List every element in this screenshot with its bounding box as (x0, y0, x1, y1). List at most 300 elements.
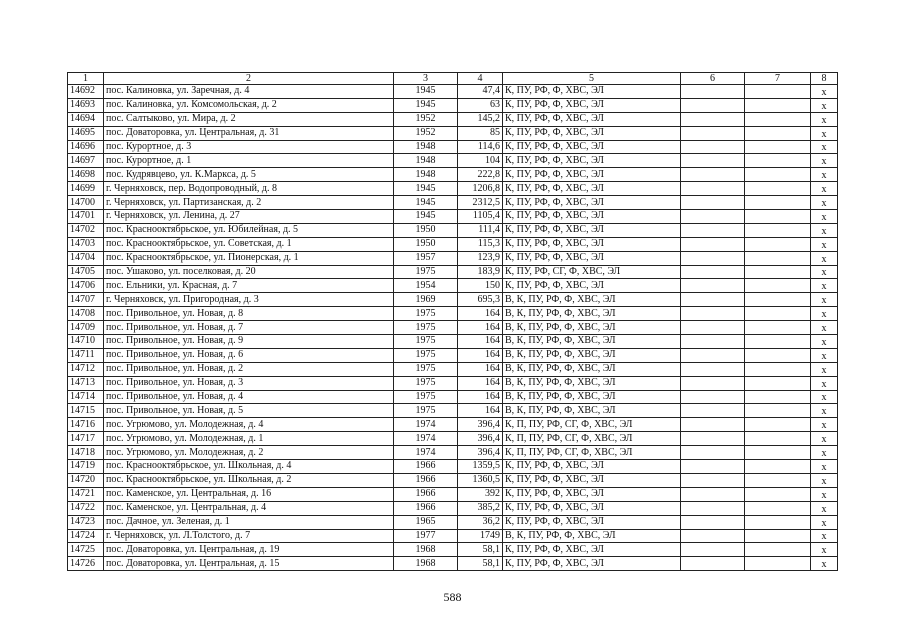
utilities-cell: В, К, ПУ, РФ, Ф, ХВС, ЭЛ (503, 307, 681, 321)
record-number: 14692 (68, 85, 104, 99)
record-number: 14700 (68, 196, 104, 210)
year-cell: 1950 (394, 237, 458, 251)
address-cell: пос. Кудрявцево, ул. К.Маркса, д. 5 (104, 168, 394, 182)
column-7-cell (745, 335, 811, 349)
mark-cell: x (811, 473, 838, 487)
table-row (68, 335, 838, 349)
mark-cell: x (811, 126, 838, 140)
utilities-cell: К, ПУ, РФ, Ф, ХВС, ЭЛ (503, 543, 681, 557)
record-number: 14717 (68, 432, 104, 446)
area-cell: 1359,5 (458, 460, 503, 474)
utilities-cell: К, ПУ, РФ, Ф, ХВС, ЭЛ (503, 126, 681, 140)
column-7-cell (745, 501, 811, 515)
year-cell: 1975 (394, 376, 458, 390)
record-number: 14722 (68, 501, 104, 515)
table-row (68, 557, 838, 571)
address-cell: пос. Привольное, ул. Новая, д. 8 (104, 307, 394, 321)
column-6-cell (681, 557, 745, 571)
table-row (68, 487, 838, 501)
column-7-cell (745, 196, 811, 210)
record-number: 14704 (68, 251, 104, 265)
area-cell: 164 (458, 362, 503, 376)
column-7-cell (745, 154, 811, 168)
column-7-cell (745, 182, 811, 196)
utilities-cell: К, ПУ, РФ, Ф, ХВС, ЭЛ (503, 223, 681, 237)
table-row (68, 182, 838, 196)
column-6-cell (681, 210, 745, 224)
area-cell: 104 (458, 154, 503, 168)
utilities-cell: К, ПУ, РФ, Ф, ХВС, ЭЛ (503, 154, 681, 168)
address-cell: пос. Калиновка, ул. Заречная, д. 4 (104, 85, 394, 99)
mark-cell: x (811, 348, 838, 362)
year-cell: 1969 (394, 293, 458, 307)
area-cell: 47,4 (458, 85, 503, 99)
column-6-cell (681, 223, 745, 237)
header-cell: 5 (503, 73, 681, 85)
header-cell: 4 (458, 73, 503, 85)
utilities-cell: В, К, ПУ, РФ, Ф, ХВС, ЭЛ (503, 321, 681, 335)
record-number: 14698 (68, 168, 104, 182)
column-7-cell (745, 85, 811, 99)
record-number: 14709 (68, 321, 104, 335)
column-6-cell (681, 126, 745, 140)
column-7-cell (745, 348, 811, 362)
record-number: 14716 (68, 418, 104, 432)
area-cell: 1206,8 (458, 182, 503, 196)
year-cell: 1975 (394, 335, 458, 349)
record-number: 14724 (68, 529, 104, 543)
mark-cell: x (811, 112, 838, 126)
address-cell: пос. Калиновка, ул. Комсомольская, д. 2 (104, 98, 394, 112)
column-6-cell (681, 432, 745, 446)
address-cell: пос. Каменское, ул. Центральная, д. 16 (104, 487, 394, 501)
area-cell: 123,9 (458, 251, 503, 265)
column-6-cell (681, 501, 745, 515)
year-cell: 1975 (394, 362, 458, 376)
area-cell: 150 (458, 279, 503, 293)
table-body (68, 85, 838, 571)
column-7-cell (745, 223, 811, 237)
table-row (68, 321, 838, 335)
area-cell: 2312,5 (458, 196, 503, 210)
record-number: 14697 (68, 154, 104, 168)
column-6-cell (681, 376, 745, 390)
address-cell: г. Черняховск, ул. Пригородная, д. 3 (104, 293, 394, 307)
column-6-cell (681, 182, 745, 196)
year-cell: 1950 (394, 223, 458, 237)
area-cell: 222,8 (458, 168, 503, 182)
mark-cell: x (811, 487, 838, 501)
mark-cell: x (811, 265, 838, 279)
mark-cell: x (811, 293, 838, 307)
area-cell: 145,2 (458, 112, 503, 126)
utilities-cell: К, П, ПУ, РФ, СГ, Ф, ХВС, ЭЛ (503, 432, 681, 446)
table-row (68, 446, 838, 460)
record-number: 14710 (68, 335, 104, 349)
address-cell: пос. Краснооктябрьское, ул. Юбилейная, д. 5 (104, 223, 394, 237)
address-cell: пос. Краснооктябрьское, ул. Школьная, д. 2 (104, 473, 394, 487)
column-6-cell (681, 473, 745, 487)
address-cell: пос. Привольное, ул. Новая, д. 5 (104, 404, 394, 418)
year-cell: 1968 (394, 557, 458, 571)
year-cell: 1965 (394, 515, 458, 529)
table-row (68, 210, 838, 224)
table-row (68, 473, 838, 487)
address-cell: пос. Краснооктябрьское, ул. Советская, д. 1 (104, 237, 394, 251)
table-row (68, 98, 838, 112)
utilities-cell: К, ПУ, РФ, Ф, ХВС, ЭЛ (503, 210, 681, 224)
record-number: 14705 (68, 265, 104, 279)
table-row (68, 168, 838, 182)
area-cell: 183,9 (458, 265, 503, 279)
year-cell: 1966 (394, 487, 458, 501)
column-7-cell (745, 307, 811, 321)
record-number: 14693 (68, 98, 104, 112)
column-7-cell (745, 557, 811, 571)
mark-cell: x (811, 543, 838, 557)
utilities-cell: К, ПУ, РФ, Ф, ХВС, ЭЛ (503, 237, 681, 251)
address-cell: г. Черняховск, ул. Партизанская, д. 2 (104, 196, 394, 210)
table-row (68, 265, 838, 279)
address-cell: пос. Угрюмово, ул. Молодежная, д. 4 (104, 418, 394, 432)
utilities-cell: К, ПУ, РФ, Ф, ХВС, ЭЛ (503, 182, 681, 196)
area-cell: 1749 (458, 529, 503, 543)
header-cell: 7 (745, 73, 811, 85)
mark-cell: x (811, 362, 838, 376)
table-row (68, 196, 838, 210)
column-7-cell (745, 432, 811, 446)
area-cell: 164 (458, 321, 503, 335)
table-row (68, 390, 838, 404)
column-7-cell (745, 98, 811, 112)
area-cell: 164 (458, 335, 503, 349)
area-cell: 164 (458, 404, 503, 418)
year-cell: 1966 (394, 501, 458, 515)
area-cell: 695,3 (458, 293, 503, 307)
utilities-cell: К, ПУ, РФ, Ф, ХВС, ЭЛ (503, 501, 681, 515)
utilities-cell: К, П, ПУ, РФ, СГ, Ф, ХВС, ЭЛ (503, 418, 681, 432)
column-7-cell (745, 210, 811, 224)
column-7-cell (745, 140, 811, 154)
column-6-cell (681, 404, 745, 418)
address-cell: пос. Привольное, ул. Новая, д. 4 (104, 390, 394, 404)
utilities-cell: К, ПУ, РФ, Ф, ХВС, ЭЛ (503, 251, 681, 265)
utilities-cell: К, ПУ, РФ, Ф, ХВС, ЭЛ (503, 140, 681, 154)
column-7-cell (745, 112, 811, 126)
table-row (68, 418, 838, 432)
address-cell: пос. Салтыково, ул. Мира, д. 2 (104, 112, 394, 126)
column-6-cell (681, 168, 745, 182)
mark-cell: x (811, 210, 838, 224)
utilities-cell: К, ПУ, РФ, Ф, ХВС, ЭЛ (503, 98, 681, 112)
column-7-cell (745, 376, 811, 390)
column-6-cell (681, 487, 745, 501)
record-number: 14696 (68, 140, 104, 154)
area-cell: 114,6 (458, 140, 503, 154)
mark-cell: x (811, 168, 838, 182)
address-cell: пос. Курортное, д. 1 (104, 154, 394, 168)
address-cell: пос. Каменское, ул. Центральная, д. 4 (104, 501, 394, 515)
year-cell: 1945 (394, 182, 458, 196)
column-6-cell (681, 251, 745, 265)
utilities-cell: В, К, ПУ, РФ, Ф, ХВС, ЭЛ (503, 390, 681, 404)
column-7-cell (745, 460, 811, 474)
year-cell: 1974 (394, 446, 458, 460)
area-cell: 85 (458, 126, 503, 140)
area-cell: 1105,4 (458, 210, 503, 224)
area-cell: 396,4 (458, 432, 503, 446)
record-number: 14720 (68, 473, 104, 487)
mark-cell: x (811, 418, 838, 432)
column-7-cell (745, 473, 811, 487)
table-row (68, 432, 838, 446)
area-cell: 115,3 (458, 237, 503, 251)
table-row (68, 293, 838, 307)
record-number: 14719 (68, 460, 104, 474)
mark-cell: x (811, 515, 838, 529)
record-number: 14712 (68, 362, 104, 376)
area-cell: 164 (458, 348, 503, 362)
address-cell: пос. Угрюмово, ул. Молодежная, д. 2 (104, 446, 394, 460)
year-cell: 1975 (394, 307, 458, 321)
year-cell: 1975 (394, 321, 458, 335)
column-6-cell (681, 293, 745, 307)
year-cell: 1952 (394, 126, 458, 140)
table-row (68, 362, 838, 376)
mark-cell: x (811, 390, 838, 404)
table-row (68, 543, 838, 557)
record-number: 14703 (68, 237, 104, 251)
header-cell: 8 (811, 73, 838, 85)
column-7-cell (745, 126, 811, 140)
record-number: 14695 (68, 126, 104, 140)
area-cell: 164 (458, 390, 503, 404)
area-cell: 385,2 (458, 501, 503, 515)
table-row (68, 348, 838, 362)
column-6-cell (681, 529, 745, 543)
year-cell: 1974 (394, 432, 458, 446)
table-row (68, 279, 838, 293)
address-cell: пос. Ельники, ул. Красная, д. 7 (104, 279, 394, 293)
year-cell: 1948 (394, 168, 458, 182)
column-7-cell (745, 418, 811, 432)
mark-cell: x (811, 251, 838, 265)
year-cell: 1975 (394, 404, 458, 418)
column-7-cell (745, 543, 811, 557)
column-6-cell (681, 265, 745, 279)
utilities-cell: В, К, ПУ, РФ, Ф, ХВС, ЭЛ (503, 529, 681, 543)
address-cell: пос. Краснооктябрьское, ул. Школьная, д. 4 (104, 460, 394, 474)
utilities-cell: К, ПУ, РФ, Ф, ХВС, ЭЛ (503, 515, 681, 529)
area-cell: 63 (458, 98, 503, 112)
record-number: 14694 (68, 112, 104, 126)
column-7-cell (745, 251, 811, 265)
table-row (68, 223, 838, 237)
table-row (68, 126, 838, 140)
year-cell: 1974 (394, 418, 458, 432)
mark-cell: x (811, 460, 838, 474)
column-6-cell (681, 418, 745, 432)
column-7-cell (745, 293, 811, 307)
table-row (68, 376, 838, 390)
record-number: 14714 (68, 390, 104, 404)
column-7-cell (745, 237, 811, 251)
record-number: 14713 (68, 376, 104, 390)
mark-cell: x (811, 98, 838, 112)
address-cell: пос. Привольное, ул. Новая, д. 2 (104, 362, 394, 376)
column-7-cell (745, 362, 811, 376)
column-7-cell (745, 446, 811, 460)
table-row (68, 404, 838, 418)
mark-cell: x (811, 557, 838, 571)
utilities-cell: В, К, ПУ, РФ, Ф, ХВС, ЭЛ (503, 293, 681, 307)
utilities-cell: К, ПУ, РФ, Ф, ХВС, ЭЛ (503, 85, 681, 99)
area-cell: 164 (458, 307, 503, 321)
utilities-cell: К, ПУ, РФ, Ф, ХВС, ЭЛ (503, 168, 681, 182)
address-cell: пос. Доваторовка, ул. Центральная, д. 19 (104, 543, 394, 557)
column-7-cell (745, 515, 811, 529)
header-cell: 1 (68, 73, 104, 85)
utilities-cell: К, П, ПУ, РФ, СГ, Ф, ХВС, ЭЛ (503, 446, 681, 460)
area-cell: 396,4 (458, 446, 503, 460)
area-cell: 111,4 (458, 223, 503, 237)
year-cell: 1968 (394, 543, 458, 557)
column-6-cell (681, 140, 745, 154)
utilities-cell: К, ПУ, РФ, Ф, ХВС, ЭЛ (503, 487, 681, 501)
record-number: 14725 (68, 543, 104, 557)
record-number: 14721 (68, 487, 104, 501)
utilities-cell: В, К, ПУ, РФ, Ф, ХВС, ЭЛ (503, 404, 681, 418)
mark-cell: x (811, 140, 838, 154)
record-number: 14707 (68, 293, 104, 307)
table-row (68, 307, 838, 321)
utilities-cell: К, ПУ, РФ, Ф, ХВС, ЭЛ (503, 473, 681, 487)
year-cell: 1952 (394, 112, 458, 126)
column-6-cell (681, 279, 745, 293)
utilities-cell: В, К, ПУ, РФ, Ф, ХВС, ЭЛ (503, 376, 681, 390)
address-cell: пос. Привольное, ул. Новая, д. 7 (104, 321, 394, 335)
table-row (68, 112, 838, 126)
year-cell: 1948 (394, 140, 458, 154)
address-cell: г. Черняховск, ул. Ленина, д. 27 (104, 210, 394, 224)
address-cell: г. Черняховск, пер. Водопроводный, д. 8 (104, 182, 394, 196)
utilities-cell: К, ПУ, РФ, СГ, Ф, ХВС, ЭЛ (503, 265, 681, 279)
column-6-cell (681, 85, 745, 99)
year-cell: 1957 (394, 251, 458, 265)
mark-cell: x (811, 307, 838, 321)
record-number: 14702 (68, 223, 104, 237)
column-6-cell (681, 112, 745, 126)
table-row (68, 251, 838, 265)
area-cell: 392 (458, 487, 503, 501)
mark-cell: x (811, 335, 838, 349)
header-cell: 6 (681, 73, 745, 85)
column-6-cell (681, 446, 745, 460)
column-6-cell (681, 390, 745, 404)
year-cell: 1945 (394, 85, 458, 99)
record-number: 14701 (68, 210, 104, 224)
utilities-cell: В, К, ПУ, РФ, Ф, ХВС, ЭЛ (503, 362, 681, 376)
mark-cell: x (811, 196, 838, 210)
address-cell: пос. Доваторовка, ул. Центральная, д. 31 (104, 126, 394, 140)
header-row (68, 73, 838, 85)
mark-cell: x (811, 432, 838, 446)
address-cell: пос. Краснооктябрьское, ул. Пионерская, д. 1 (104, 251, 394, 265)
mark-cell: x (811, 321, 838, 335)
header-cell: 3 (394, 73, 458, 85)
column-6-cell (681, 348, 745, 362)
year-cell: 1948 (394, 154, 458, 168)
column-7-cell (745, 321, 811, 335)
year-cell: 1977 (394, 529, 458, 543)
record-number: 14726 (68, 557, 104, 571)
mark-cell: x (811, 182, 838, 196)
column-6-cell (681, 362, 745, 376)
mark-cell: x (811, 404, 838, 418)
column-6-cell (681, 307, 745, 321)
table-row (68, 85, 838, 99)
utilities-cell: К, ПУ, РФ, Ф, ХВС, ЭЛ (503, 557, 681, 571)
year-cell: 1975 (394, 390, 458, 404)
table-row (68, 237, 838, 251)
year-cell: 1966 (394, 460, 458, 474)
page-number: 588 (443, 590, 462, 604)
utilities-cell: К, ПУ, РФ, Ф, ХВС, ЭЛ (503, 279, 681, 293)
record-number: 14715 (68, 404, 104, 418)
mark-cell: x (811, 223, 838, 237)
address-cell: пос. Доваторовка, ул. Центральная, д. 15 (104, 557, 394, 571)
column-6-cell (681, 98, 745, 112)
mark-cell: x (811, 529, 838, 543)
address-cell: пос. Привольное, ул. Новая, д. 9 (104, 335, 394, 349)
column-6-cell (681, 196, 745, 210)
utilities-cell: К, ПУ, РФ, Ф, ХВС, ЭЛ (503, 112, 681, 126)
utilities-cell: В, К, ПУ, РФ, Ф, ХВС, ЭЛ (503, 348, 681, 362)
year-cell: 1954 (394, 279, 458, 293)
mark-cell: x (811, 154, 838, 168)
record-number: 14711 (68, 348, 104, 362)
year-cell: 1945 (394, 210, 458, 224)
column-6-cell (681, 543, 745, 557)
utilities-cell: К, ПУ, РФ, Ф, ХВС, ЭЛ (503, 196, 681, 210)
year-cell: 1975 (394, 265, 458, 279)
column-6-cell (681, 460, 745, 474)
column-7-cell (745, 529, 811, 543)
area-cell: 36,2 (458, 515, 503, 529)
address-cell: пос. Угрюмово, ул. Молодежная, д. 1 (104, 432, 394, 446)
table-row (68, 515, 838, 529)
column-6-cell (681, 237, 745, 251)
column-7-cell (745, 168, 811, 182)
area-cell: 1360,5 (458, 473, 503, 487)
mark-cell: x (811, 279, 838, 293)
table-row (68, 140, 838, 154)
year-cell: 1966 (394, 473, 458, 487)
column-6-cell (681, 335, 745, 349)
column-7-cell (745, 487, 811, 501)
address-cell: пос. Привольное, ул. Новая, д. 3 (104, 376, 394, 390)
table-row (68, 529, 838, 543)
register-table (67, 72, 838, 571)
column-7-cell (745, 404, 811, 418)
record-number: 14706 (68, 279, 104, 293)
address-cell: пос. Ушаково, ул. поселковая, д. 20 (104, 265, 394, 279)
address-cell: пос. Курортное, д. 3 (104, 140, 394, 154)
area-cell: 58,1 (458, 557, 503, 571)
address-cell: пос. Дачное, ул. Зеленая, д. 1 (104, 515, 394, 529)
column-6-cell (681, 515, 745, 529)
mark-cell: x (811, 501, 838, 515)
